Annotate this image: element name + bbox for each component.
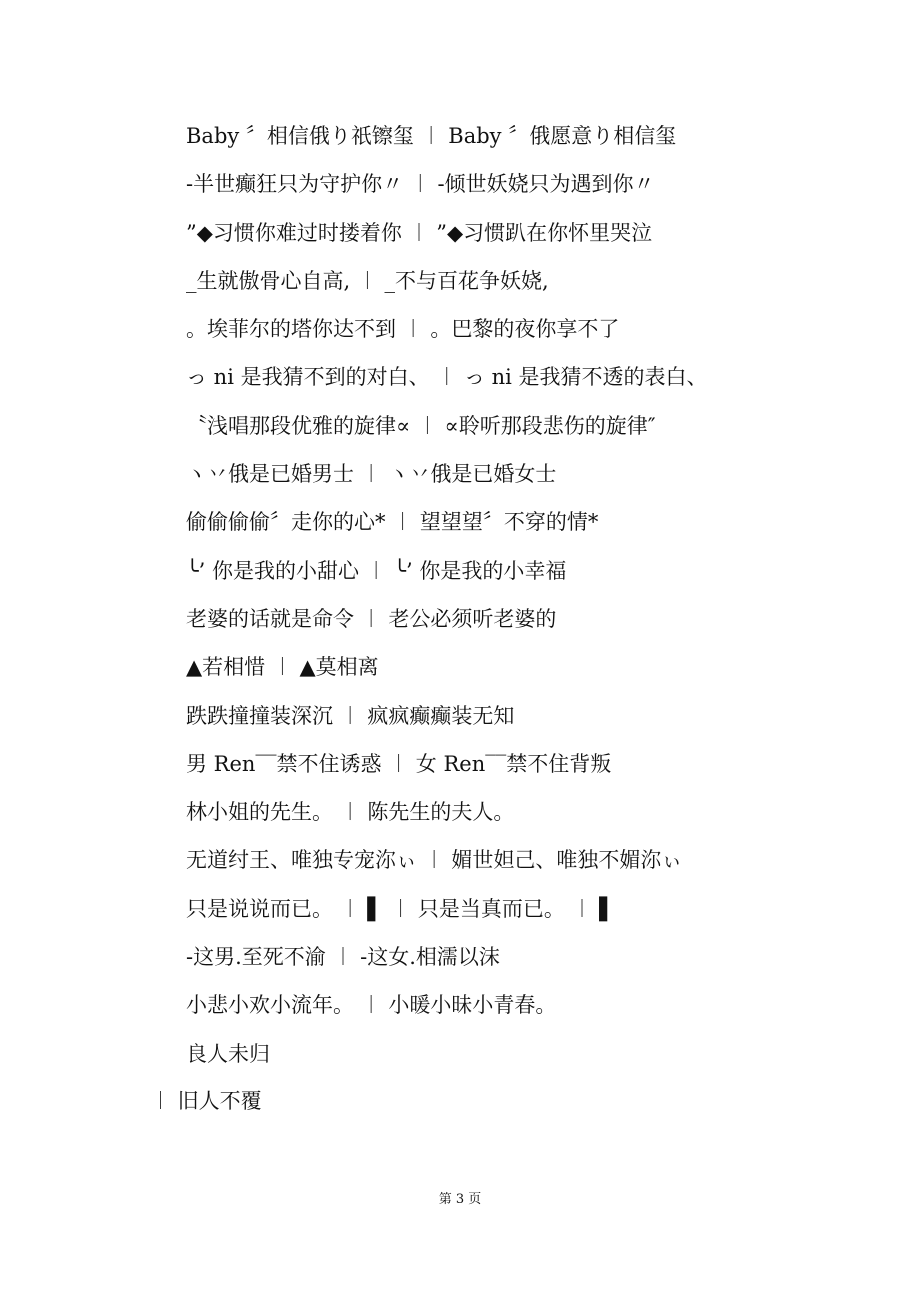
text-line-20: 良人未归 <box>186 1041 270 1066</box>
text-line-8: ヽ丷俄是已婚男士 ︱ ヽ丷俄是已婚女士 <box>186 462 557 487</box>
text-line-5: 。埃菲尔的塔你达不到 ︱ 。巴黎的夜你享不了 <box>186 317 620 342</box>
text-line-11: 老婆的话就是命令 ︱ 老公必须听老婆的 <box>186 606 557 631</box>
text-line-14: 男 Ren‾‾禁不住诱惑 ︱ 女 Ren‾‾禁不住背叛 <box>186 751 612 776</box>
text-line-18: -这男.至死不渝 ︱ -这女.相濡以沫 <box>186 945 500 970</box>
text-line-17: 只是说说而已。 ︱ ▌ ︱ 只是当真而已。 ︱ ▌ <box>186 896 616 921</box>
text-line-6: っ ni 是我猜不到的对白、 ︱ っ ni 是我猜不透的表白、 <box>186 365 708 390</box>
text-line-2: -半世癫狂只为守护你〃 ︱ -倾世妖娆只为遇到你〃 <box>186 172 655 197</box>
text-line-16: 无道纣王、唯独专宠沵ぃ ︱ 媚世妲己、唯独不媚沵ぃ <box>186 848 683 873</box>
page-number: 第 3 页 <box>438 1192 482 1207</box>
text-line-12: ▲若相惜 ︱ ▲莫相离 <box>186 655 379 680</box>
text-line-10: ╰’ 你是我的小甜心 ︱ ╰’ 你是我的小幸福 <box>186 558 567 583</box>
text-lines <box>186 118 886 1084</box>
text-line-15: 林小姐的先生。 ︱ 陈先生的夫人。 <box>186 800 515 825</box>
text-line-1: Baby 〞相信俄り祇镲玺 ︱ Baby 〞俄愿意り相信玺 <box>186 124 677 148</box>
text-line-7: 〝浅唱那段优雅的旋律∝ ︱ ∝聆听那段悲伤的旋律″ <box>186 413 656 438</box>
text-line-3: ”◆习惯你难过时搂着你 ︱ ”◆习惯趴在你怀里哭泣 <box>186 220 653 245</box>
text-line-4: _生就傲骨心自高, ︱ _不与百花争妖娆, <box>186 268 549 293</box>
text-line-19: 小悲小欢小流年。 ︱ 小暖小昧小青春。 <box>186 993 557 1018</box>
text-line-9: 偷偷偷偷〞走你的心* ︱ 望望望〞不穿的情* <box>186 510 599 535</box>
text-line-21: ︱ 旧人不覆 <box>150 1089 262 1113</box>
text-line-13: 跌跌撞撞装深沉 ︱ 疯疯癫癫装无知 <box>186 703 515 728</box>
